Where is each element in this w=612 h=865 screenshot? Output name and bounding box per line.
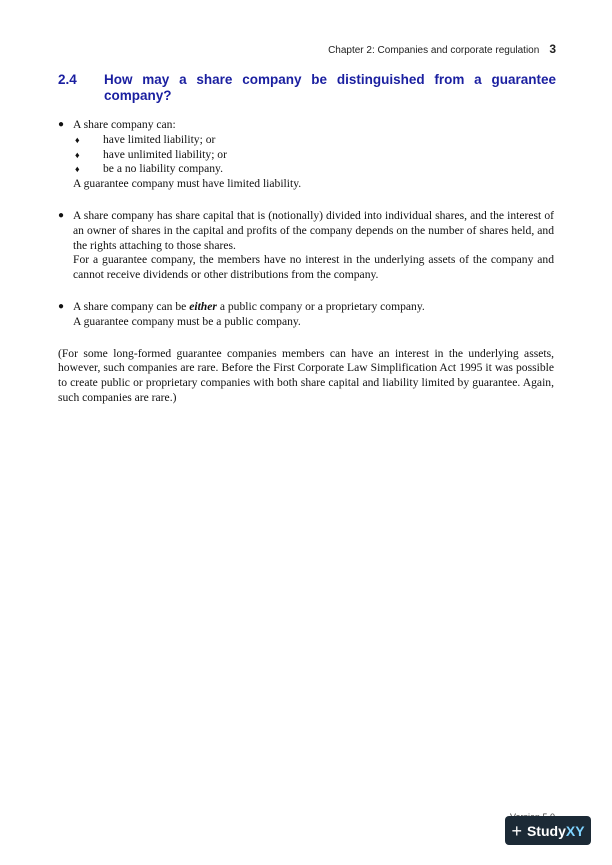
- section-number: 2.4: [58, 72, 77, 87]
- bullet-text: A guarantee company must be a public company.: [73, 314, 301, 328]
- page-header: [328, 42, 556, 56]
- bullet-text: A share company can be either a public company or a proprietary company.: [73, 299, 425, 313]
- bullet-icon: ●: [58, 119, 65, 130]
- list-item: ♦ have unlimited liability; or: [75, 147, 227, 161]
- bullet-intro: A share company can:: [73, 118, 176, 131]
- section-title: How may a share company be distinguished from a guarantee company?: [104, 72, 556, 103]
- bullet-share-capital: [58, 209, 554, 283]
- list-item: ♦ have limited liability; or: [75, 132, 216, 146]
- chapter-title: Chapter 2: Companies and corporate regulation: [328, 45, 540, 56]
- page-number: 3: [549, 42, 556, 56]
- main-content: [58, 118, 554, 406]
- bullet-text: For a guarantee company, the members have no interest in the underlying assets of the company and cannot receive dividends or other distributions from the company.: [73, 253, 554, 282]
- bullet-icon: ●: [58, 300, 65, 312]
- bullet-share-company-liability: [58, 118, 554, 192]
- bullet-public-proprietary: [58, 300, 554, 330]
- section-heading: [58, 72, 556, 104]
- bullet-icon: ●: [58, 209, 65, 221]
- emphasis-text: either: [189, 299, 217, 313]
- studyxy-logo[interactable]: [505, 816, 591, 845]
- bullet-outro: A guarantee company must have limited liability.: [73, 177, 302, 191]
- closing-paragraph: (For some long-formed guarantee companies members can have an interest in the underlying assets, however, such companies are rare. Before the First Corporate Law Simplification Act 1995 it was possible to create public or proprietary companies with both share capital and liability limited by guarantee. Again, such companies are rare.): [58, 346, 554, 404]
- plus-icon: +: [511, 820, 522, 841]
- diamond-icon: ♦: [75, 134, 80, 145]
- diamond-icon: ♦: [75, 164, 80, 175]
- bullet-text: A share company has share capital that is (notionally) divided into individual shares, and the interest of an owner of shares in the capital and profits of the company depends on the number of shares held, and the rights attaching to those shares.: [73, 208, 554, 252]
- logo-text: StudyXY: [526, 822, 585, 839]
- list-item: ♦ be a no liability company.: [75, 162, 223, 176]
- diamond-icon: ♦: [75, 149, 80, 160]
